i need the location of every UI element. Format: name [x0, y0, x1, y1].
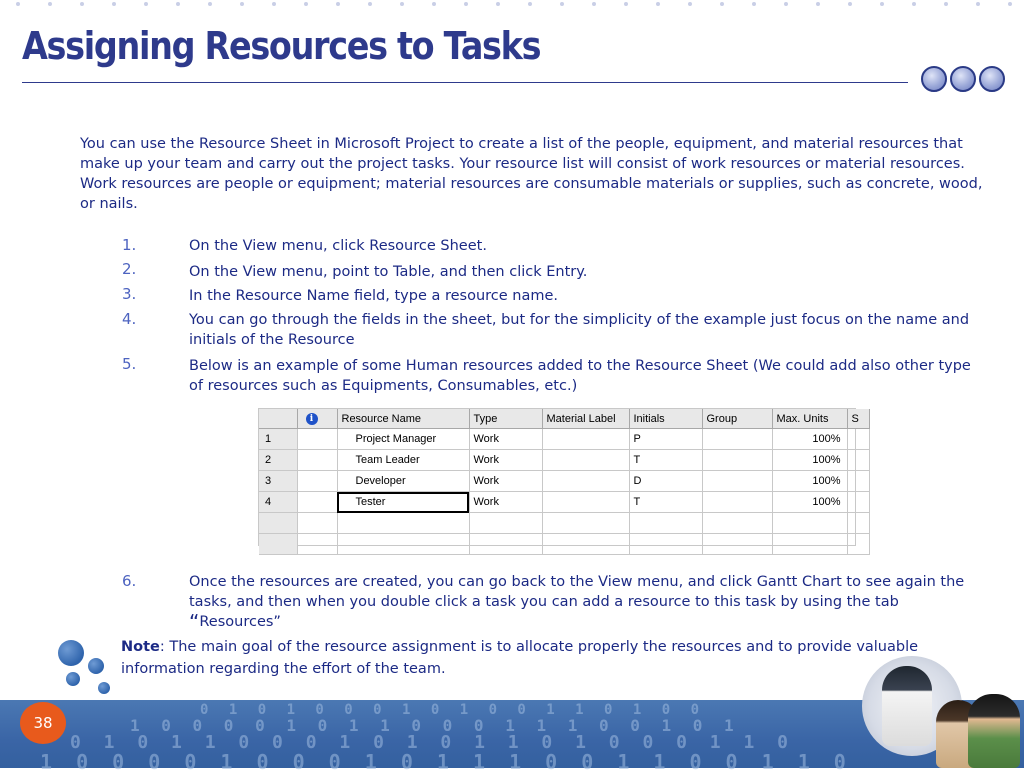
- column-header-type[interactable]: Type: [469, 409, 542, 429]
- empty-cell[interactable]: [469, 534, 542, 555]
- table-header-row: [259, 409, 869, 429]
- empty-cell[interactable]: [297, 513, 337, 534]
- empty-cell[interactable]: [297, 534, 337, 555]
- empty-cell[interactable]: [702, 534, 772, 555]
- step-text: [189, 572, 979, 632]
- team-photo-decoration: [862, 656, 1022, 768]
- step-text: You can go through the fields in the sheet, but for the simplicity of the example just focus on the name and initials of the Resource: [189, 312, 970, 348]
- empty-cell[interactable]: [847, 513, 869, 534]
- dot-decoration: [720, 2, 724, 6]
- binary-row: 1 0 0 0 0 1 0 0 0 1 0 1 1 1 0 0 1 1 0 0 1 1 0: [40, 750, 852, 774]
- table-row-empty[interactable]: [259, 534, 869, 555]
- empty-cell[interactable]: [772, 513, 847, 534]
- circle-decoration: [921, 66, 947, 92]
- material-label-cell[interactable]: [542, 429, 629, 450]
- material-label-cell[interactable]: [542, 450, 629, 471]
- max-units-cell[interactable]: 100%: [772, 450, 847, 471]
- note-text: : The main goal of the resource assignment is to allocate properly the resources and to provide valuable information regarding the effort of the team.: [121, 639, 919, 677]
- indicator-cell[interactable]: [297, 471, 337, 492]
- max-units-cell[interactable]: 100%: [772, 429, 847, 450]
- dot-decoration: [560, 2, 564, 6]
- empty-cell[interactable]: [772, 534, 847, 555]
- column-header-indicators[interactable]: [297, 409, 337, 429]
- group-cell[interactable]: [702, 471, 772, 492]
- dot-decoration: [624, 2, 628, 6]
- step-6-body: Once the resources are created, you can go back to the View menu, and click Gantt Chart to see again the tasks, and then when you double click a task you can add a resource to this task by using the tab: [189, 574, 965, 610]
- title-divider: [22, 82, 908, 83]
- column-header-max-units[interactable]: Max. Units: [772, 409, 847, 429]
- bubble-decoration: [98, 682, 110, 694]
- column-header-group[interactable]: Group: [702, 409, 772, 429]
- dot-decoration: [240, 2, 244, 6]
- person-figure: [882, 666, 932, 746]
- dot-decoration: [496, 2, 500, 6]
- top-dot-border: [0, 0, 1024, 16]
- indicator-cell[interactable]: [297, 429, 337, 450]
- step-number: 3.: [122, 285, 137, 303]
- resource-name-cell-selected[interactable]: Tester: [337, 492, 469, 513]
- initials-cell[interactable]: P: [629, 429, 702, 450]
- circle-decoration: [979, 66, 1005, 92]
- resource-name-cell[interactable]: Team Leader: [337, 450, 469, 471]
- dot-decoration: [752, 2, 756, 6]
- dot-decoration: [48, 2, 52, 6]
- person-figure: [968, 694, 1020, 768]
- step-number: 6.: [122, 572, 137, 590]
- bubble-decoration: [66, 672, 80, 686]
- initials-cell[interactable]: T: [629, 450, 702, 471]
- step-number: 1.: [122, 236, 137, 254]
- indicator-cell[interactable]: [297, 492, 337, 513]
- dot-decoration: [16, 2, 20, 6]
- empty-cell[interactable]: [629, 513, 702, 534]
- resource-name-cell[interactable]: Project Manager: [337, 429, 469, 450]
- dot-decoration: [208, 2, 212, 6]
- step-number: 5.: [122, 355, 137, 373]
- standard-rate-cell[interactable]: [847, 492, 869, 513]
- slide-title: Assigning Resources to Tasks: [22, 24, 541, 68]
- max-units-cell[interactable]: 100%: [772, 492, 847, 513]
- group-cell[interactable]: [702, 492, 772, 513]
- binary-row: 0 1 0 1 0 0 0 1 0 1 0 0 1 1 0 1 0 0: [200, 702, 706, 718]
- dot-decoration: [688, 2, 692, 6]
- empty-cell[interactable]: [542, 513, 629, 534]
- binary-row: 0 1 0 1 1 0 0 0 1 0 1 0 1 1 0 1 0 0 0 1 1 0: [70, 732, 794, 753]
- dot-decoration: [112, 2, 116, 6]
- dot-decoration: [880, 2, 884, 6]
- empty-cell[interactable]: [337, 534, 469, 555]
- column-header-standard-rate[interactable]: S: [847, 409, 869, 429]
- table-row-empty[interactable]: [259, 513, 869, 534]
- bubble-decoration: [88, 658, 104, 674]
- empty-cell[interactable]: [542, 534, 629, 555]
- column-header-resource-name[interactable]: Resource Name: [337, 409, 469, 429]
- open-quote: “: [189, 610, 200, 634]
- empty-cell[interactable]: [847, 534, 869, 555]
- title-circles-decoration: [921, 66, 1005, 92]
- intro-paragraph: You can use the Resource Sheet in Microsoft Project to create a list of the people, equipment, and material resources that make up your team and carry out the project tasks. Your resource list will consist of work resources or material resources. Work resources are people or equipment; material resources are consumable materials or supplies, such as concrete, wood, or nails.: [80, 136, 983, 212]
- initials-cell[interactable]: T: [629, 492, 702, 513]
- type-cell[interactable]: Work: [469, 450, 542, 471]
- dot-decoration: [816, 2, 820, 6]
- standard-rate-cell[interactable]: [847, 429, 869, 450]
- bubble-decoration: [58, 640, 84, 666]
- row-number[interactable]: 2: [259, 450, 297, 471]
- standard-rate-cell[interactable]: [847, 450, 869, 471]
- column-header-material-label[interactable]: Material Label: [542, 409, 629, 429]
- type-cell[interactable]: Work: [469, 471, 542, 492]
- dot-decoration: [464, 2, 468, 6]
- dot-decoration: [656, 2, 660, 6]
- column-header-initials[interactable]: Initials: [629, 409, 702, 429]
- standard-rate-cell[interactable]: [847, 471, 869, 492]
- empty-cell[interactable]: [337, 513, 469, 534]
- type-cell[interactable]: Work: [469, 492, 542, 513]
- step-number: 4.: [122, 310, 137, 328]
- page-number-badge: 38: [20, 702, 66, 744]
- dot-decoration: [176, 2, 180, 6]
- dot-decoration: [368, 2, 372, 6]
- table-row[interactable]: [259, 429, 869, 450]
- dot-decoration: [784, 2, 788, 6]
- dot-decoration: [80, 2, 84, 6]
- material-label-cell[interactable]: [542, 492, 629, 513]
- type-cell[interactable]: Work: [469, 429, 542, 450]
- step-text: Below is an example of some Human resources added to the Resource Sheet (We could add also other type of resources such as Equipments, Consumables, etc.): [189, 358, 971, 394]
- dot-decoration: [432, 2, 436, 6]
- row-number[interactable]: 4: [259, 492, 297, 513]
- group-cell[interactable]: [702, 450, 772, 471]
- dot-decoration: [272, 2, 276, 6]
- dot-decoration: [944, 2, 948, 6]
- row-number[interactable]: 3: [259, 471, 297, 492]
- dot-decoration: [592, 2, 596, 6]
- dot-decoration: [912, 2, 916, 6]
- material-label-cell[interactable]: [542, 471, 629, 492]
- dot-decoration: [144, 2, 148, 6]
- dot-decoration: [304, 2, 308, 6]
- indicator-cell[interactable]: [297, 450, 337, 471]
- empty-cell[interactable]: [702, 513, 772, 534]
- initials-cell[interactable]: D: [629, 471, 702, 492]
- table-row[interactable]: [259, 492, 869, 513]
- dot-decoration: [976, 2, 980, 6]
- dot-decoration: [400, 2, 404, 6]
- dot-decoration: [336, 2, 340, 6]
- max-units-cell[interactable]: 100%: [772, 471, 847, 492]
- step-text: On the View menu, point to Table, and then click Entry.: [189, 264, 588, 280]
- row-number[interactable]: [259, 534, 297, 555]
- resource-name-cell[interactable]: Developer: [337, 471, 469, 492]
- row-number[interactable]: [259, 513, 297, 534]
- table-row[interactable]: [259, 471, 869, 492]
- table-row[interactable]: [259, 450, 869, 471]
- info-icon: i: [306, 413, 318, 425]
- resources-tab-name: Resources”: [199, 614, 281, 630]
- dot-decoration: [848, 2, 852, 6]
- empty-cell[interactable]: [469, 513, 542, 534]
- group-cell[interactable]: [702, 429, 772, 450]
- column-header-rownum[interactable]: [259, 409, 297, 429]
- note-label: Note: [121, 639, 160, 655]
- row-number[interactable]: 1: [259, 429, 297, 450]
- step-text: On the View menu, click Resource Sheet.: [189, 238, 487, 254]
- dot-decoration: [528, 2, 532, 6]
- empty-cell[interactable]: [629, 534, 702, 555]
- step-number: 2.: [122, 260, 137, 278]
- resource-sheet-table: [258, 408, 859, 546]
- step-text: In the Resource Name field, type a resource name.: [189, 288, 559, 304]
- dot-decoration: [1008, 2, 1012, 6]
- circle-decoration: [950, 66, 976, 92]
- binary-row: 1 0 0 0 0 1 0 1 1 0 0 0 1 1 1 0 0 1 0 1: [130, 716, 740, 735]
